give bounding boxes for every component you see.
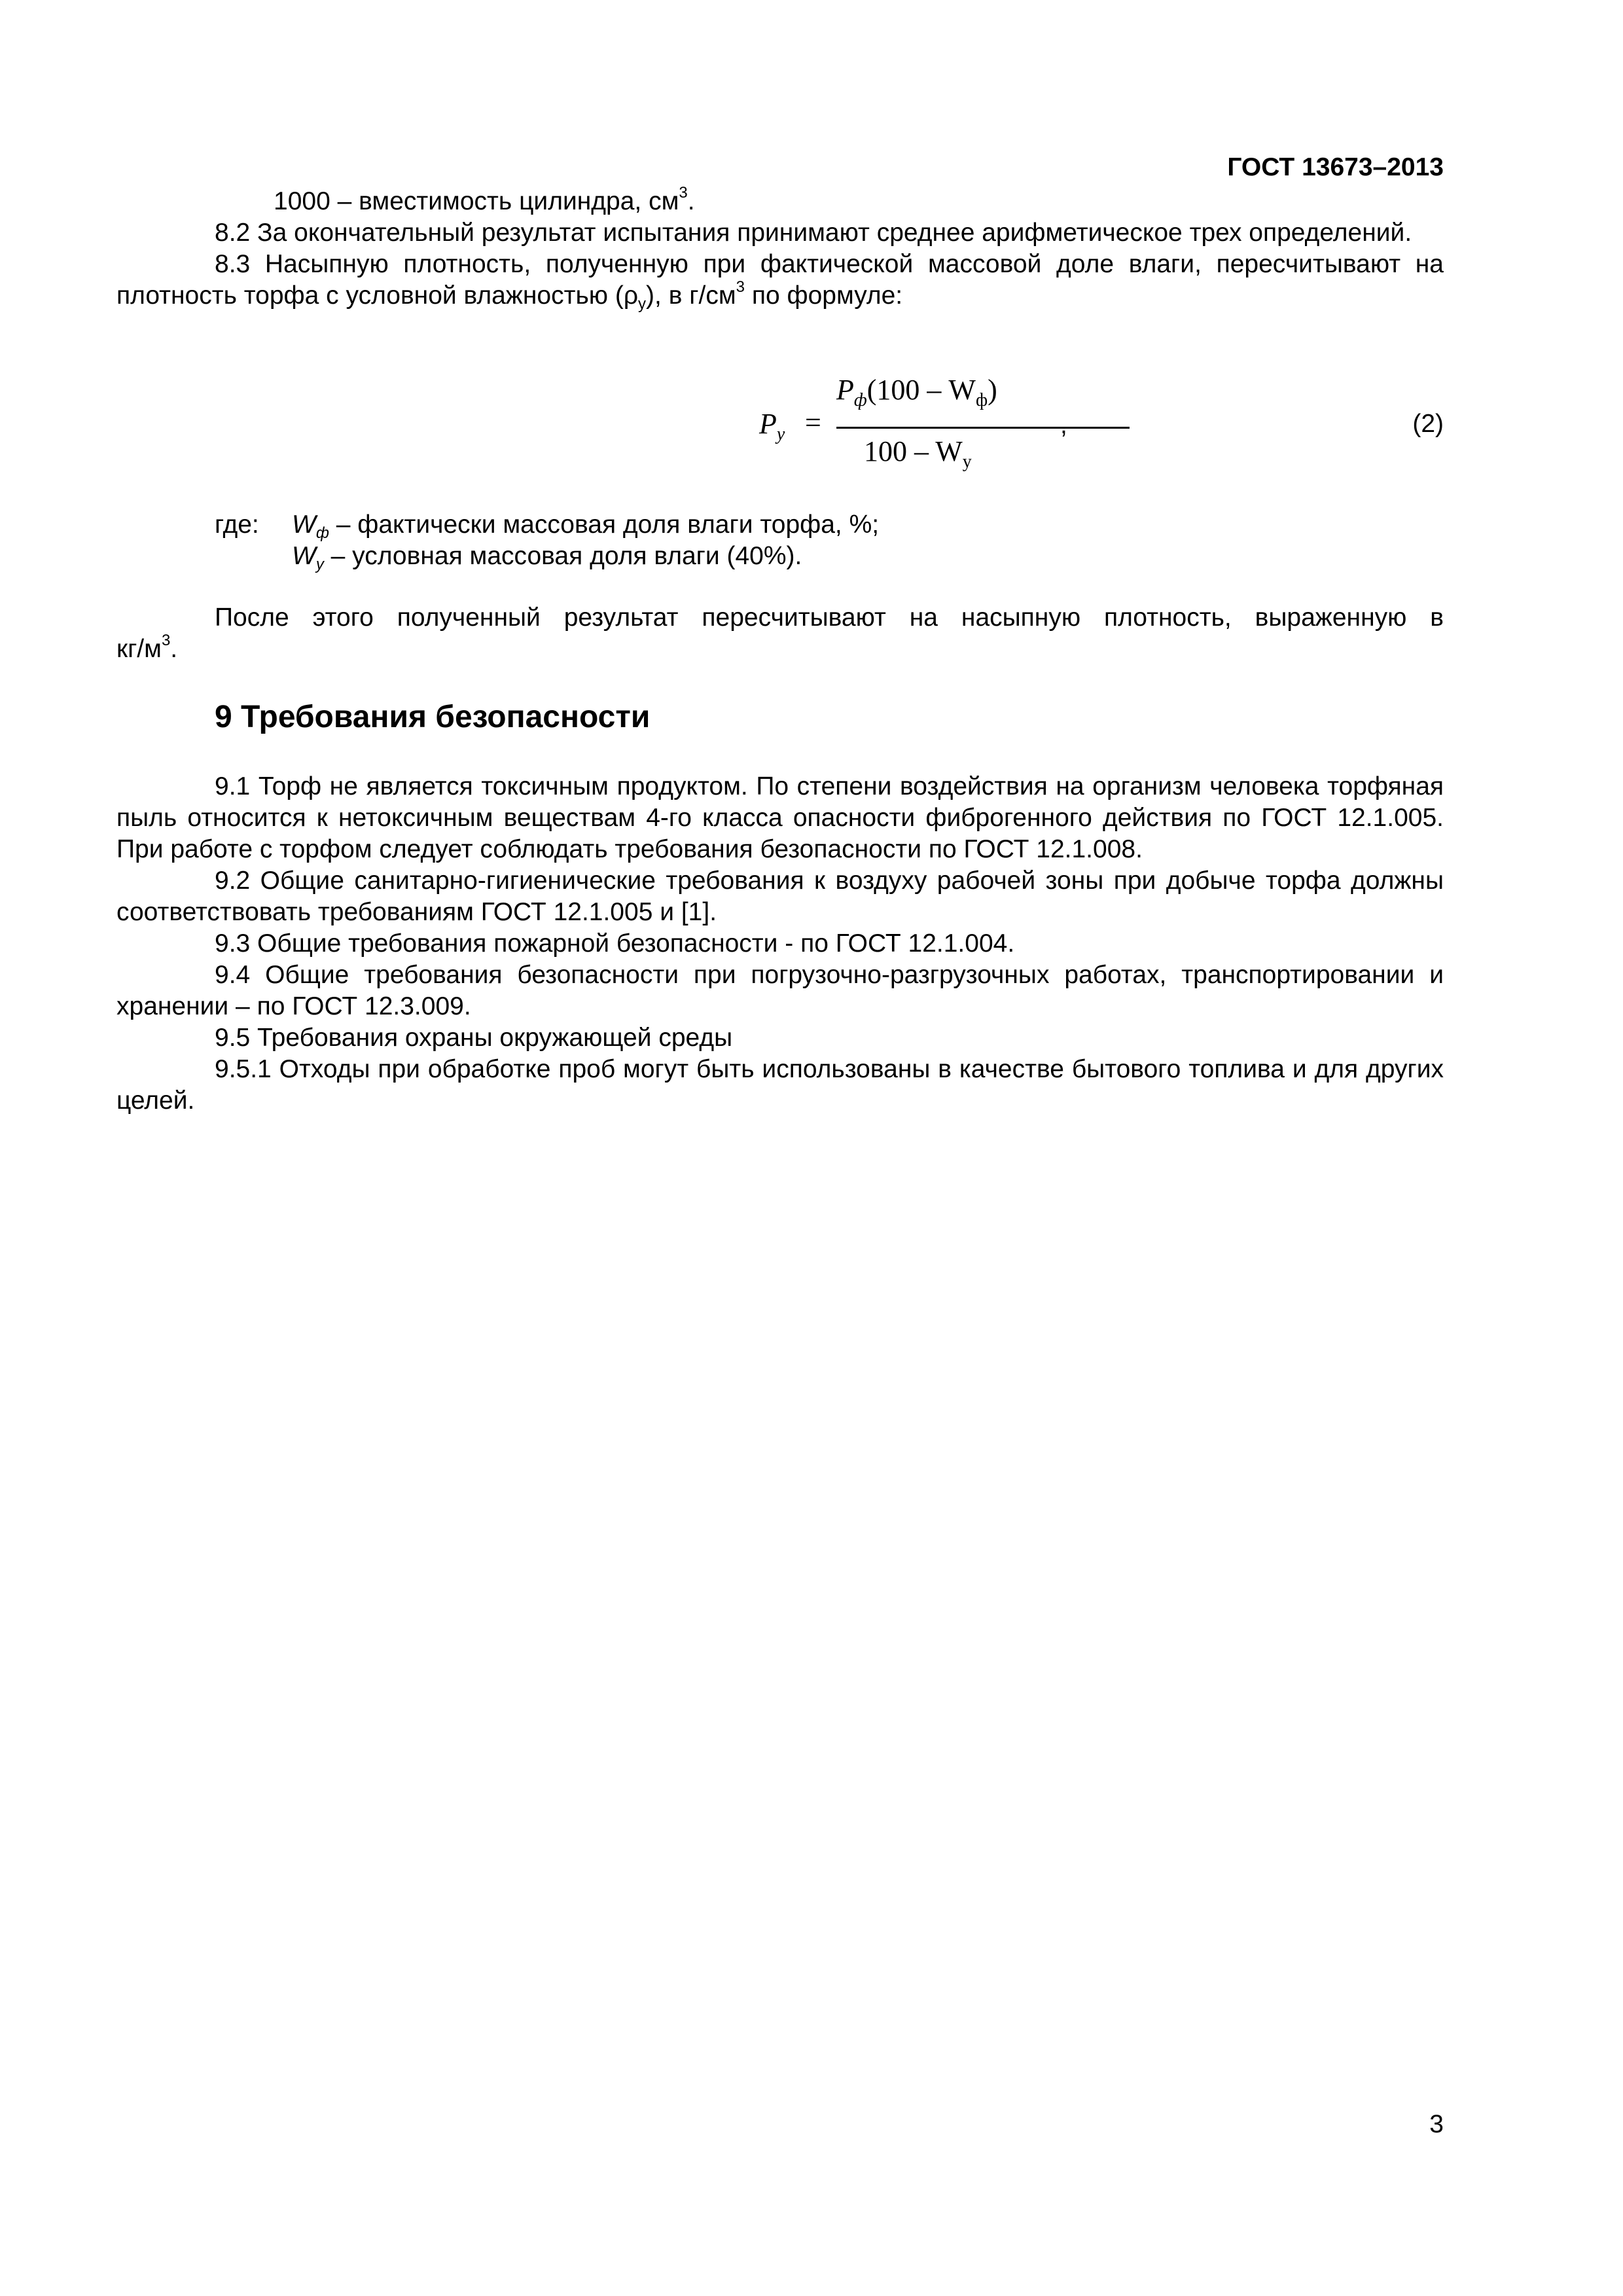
section-9-heading: 9 Требования безопасности [215, 700, 651, 734]
formula-numerator: $P_ф(100 - W_ф)$ [836, 374, 997, 410]
section-8-text [116, 186, 1444, 312]
page-number: 3 [1429, 2110, 1444, 2138]
paragraph-9-5-1: 9.5.1 Отходы при обработке проб могут быть использованы в качестве бытового топлива и для других целей. [116, 1055, 1444, 1115]
paragraph-9-5: 9.5 Требования охраны окружающей среды [215, 1024, 733, 1052]
legend-label: где: [215, 511, 259, 539]
paragraph-8-3: 8.3 Насыпную плотность, полученную при фактической массовой доле влаги, пересчитывают на плотность торфа с условной влажностью $(\rho_у)$, в $г/см^3$ по формуле: [116, 250, 1444, 313]
volume-line: 1000 – вместимость цилиндра, $см^3$. [274, 184, 695, 215]
document-id-header: ГОСТ 13673–2013 [1227, 153, 1444, 181]
formula-equals: = [805, 406, 821, 439]
legend-row: $W_у$ – условная массовая доля влаги (40%). [292, 542, 802, 573]
section-9-text [116, 771, 1444, 1117]
legend-row: где: $W_ф$ – фактически массовая доля влаги торфа, %; [215, 511, 880, 542]
density-formula [753, 373, 1119, 484]
legend-symbol: $W_у$ [292, 542, 324, 573]
paragraph-9-2: 9.2 Общие санитарно-гигиенические требования к воздуху рабочей зоны при добыче торфа должны соответствовать требованиям ГОСТ 12.1.005 и [1]. [116, 867, 1444, 926]
conversion-note [116, 602, 1444, 665]
formula-lhs: $P_у$ [759, 408, 785, 444]
formula-comma: , [1060, 411, 1067, 439]
conversion-note-line: После этого полученный результат пересчитывают на насыпную плотность, выраженную в [215, 603, 1444, 632]
formula-denominator: $100 - W_у$ [864, 435, 972, 472]
fraction-bar [836, 427, 1130, 429]
paragraph-9-3: 9.3 Общие требования пожарной безопасности - по ГОСТ 12.1.004. [215, 929, 1015, 958]
paragraph-9-4: 9.4 Общие требования безопасности при погрузочно-разгрузочных работах, транспортировании и хранении – по ГОСТ 12.3.009. [116, 961, 1444, 1020]
formula-legend [215, 509, 879, 572]
conversion-unit: $кг/м^3$. [116, 632, 178, 663]
paragraph-9-1: 9.1 Торф не является токсичным продуктом. По степени воздействия на организм человека торфяная пыль относится к нетоксичным веществам 4-го класса опасности фиброгенного действия по ГОСТ 12.1.005. При работе с торфом следует соблюдать требования безопасности по ГОСТ 12.1.008. [116, 772, 1444, 863]
equation-number: (2) [1412, 410, 1444, 438]
legend-symbol: $W_ф$ [292, 511, 329, 542]
paragraph-8-2: 8.2 За окончательный результат испытания принимают среднее арифметическое трех определений. [215, 219, 1412, 247]
